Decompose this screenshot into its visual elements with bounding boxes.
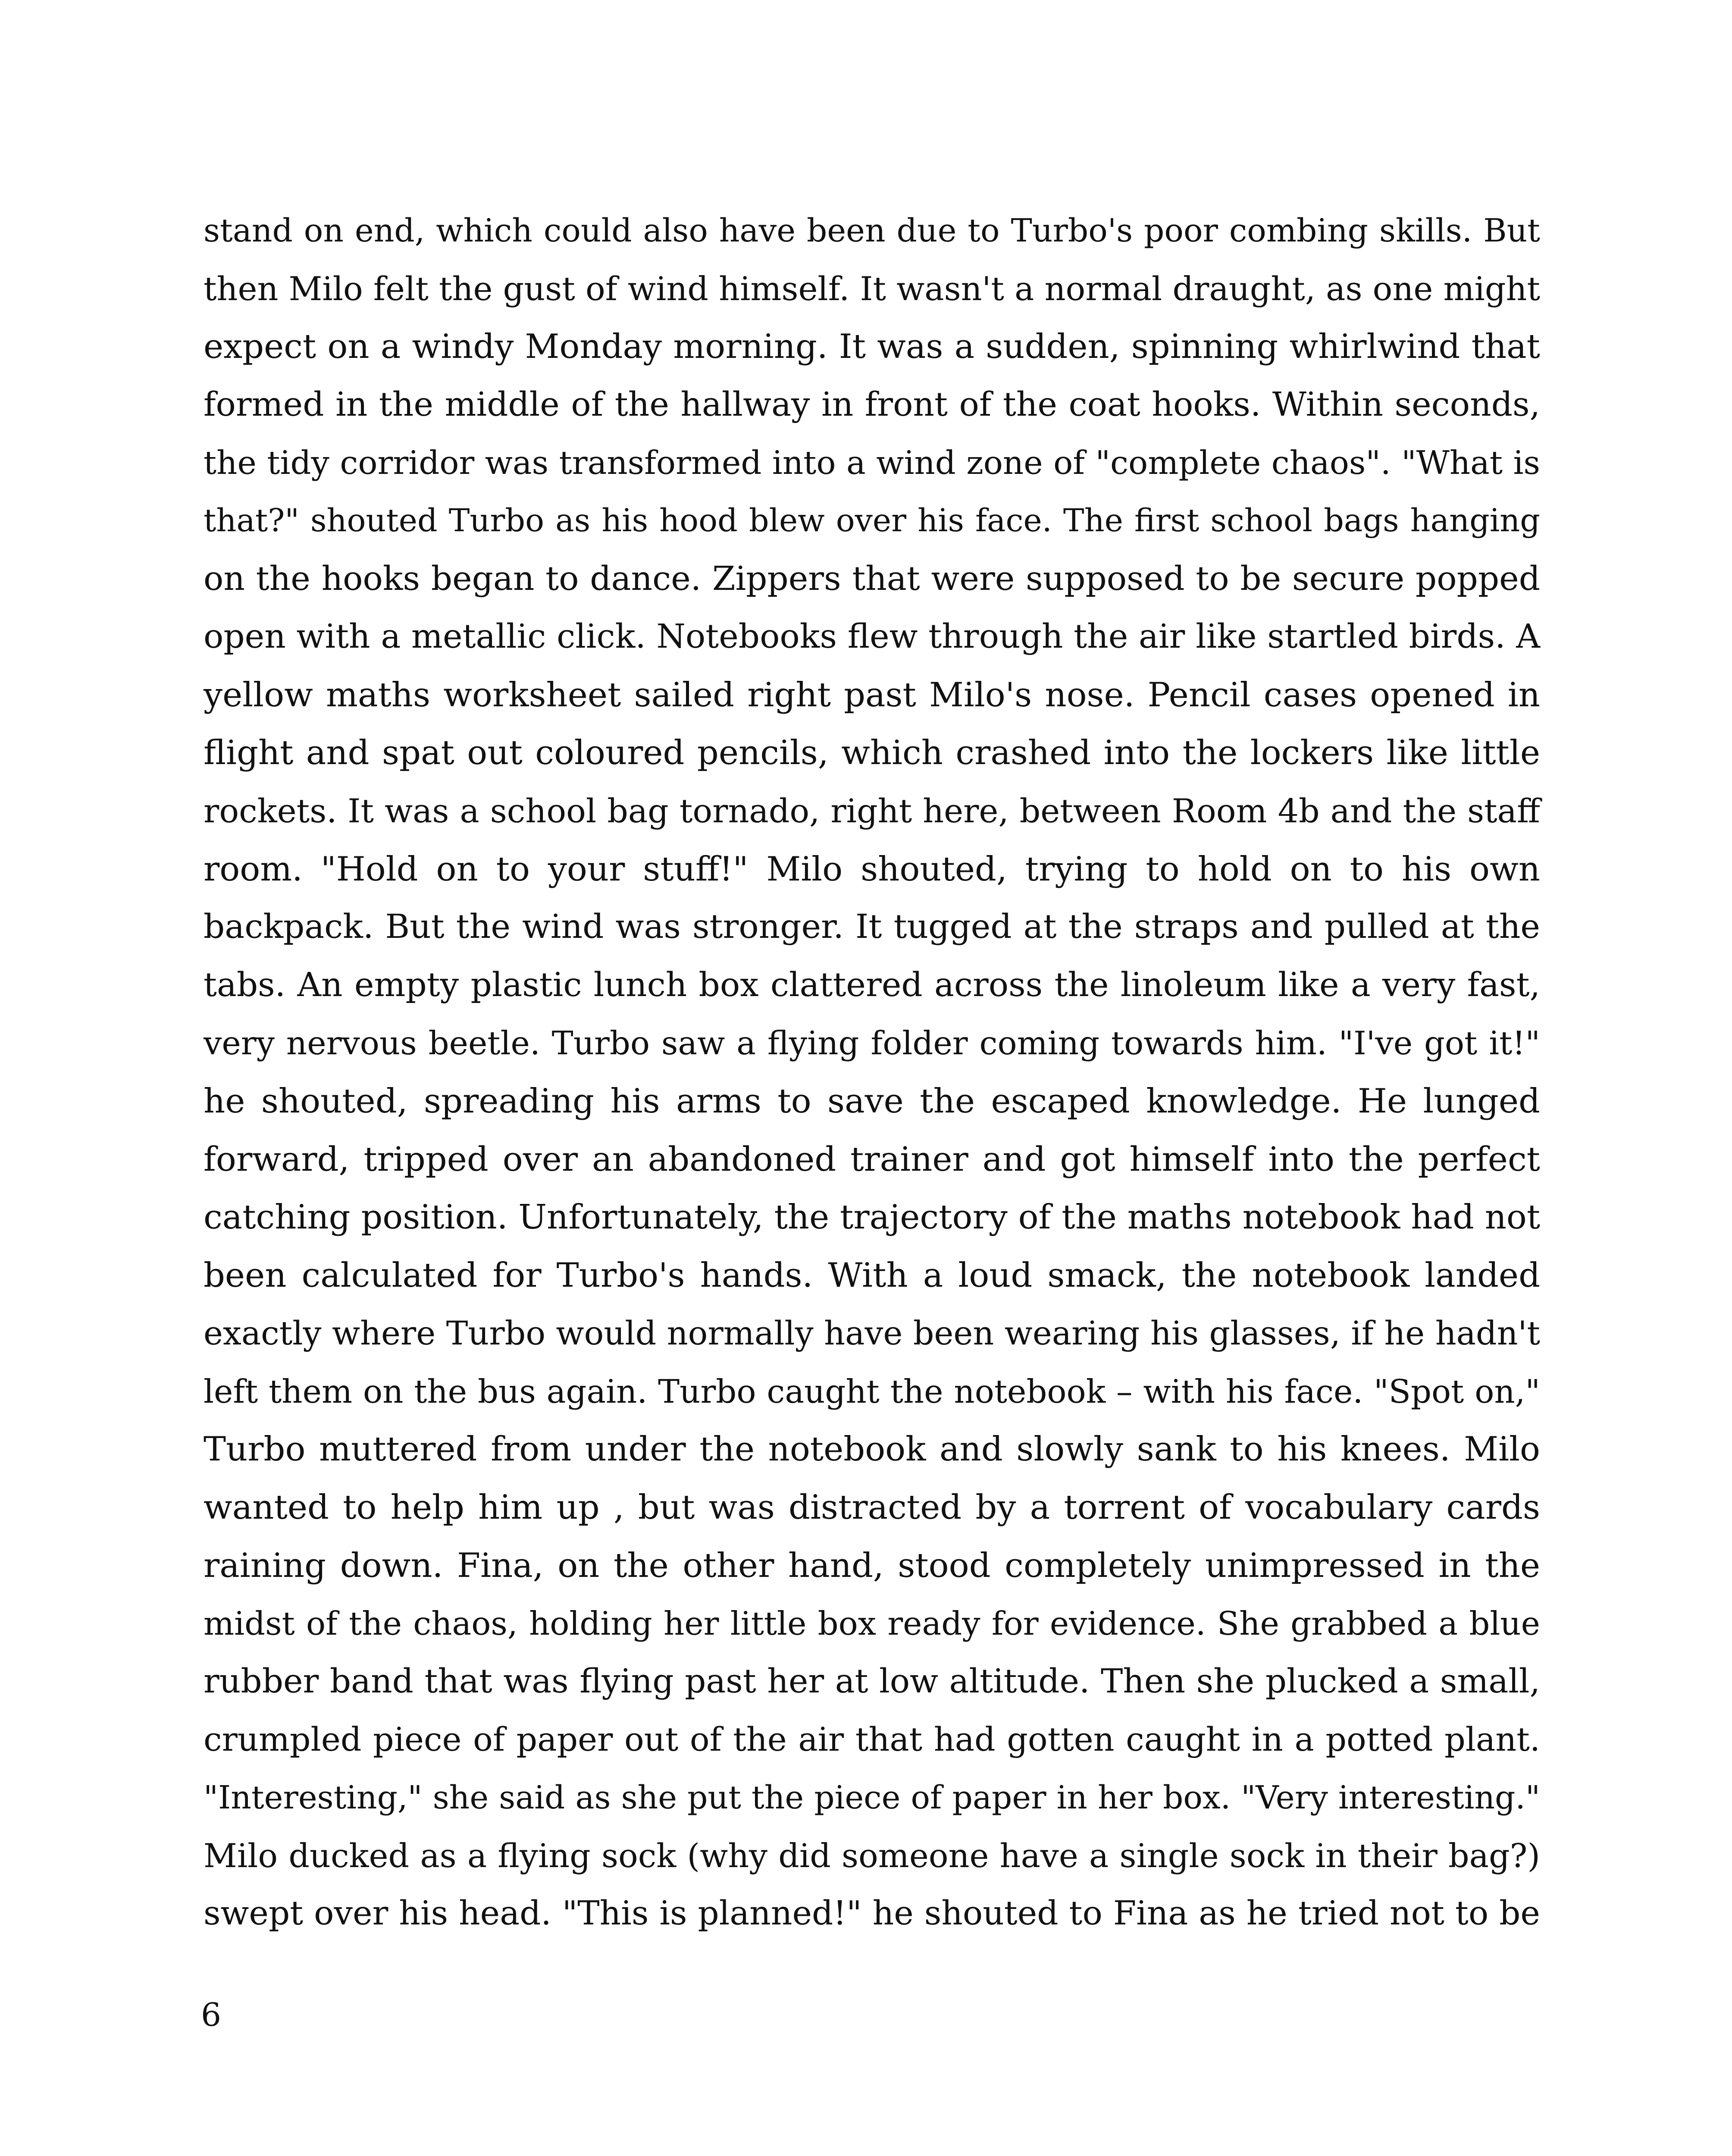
text-line: wanted to help him up , but was distracted by a torrent of vocabulary cards [204,1488,1540,1527]
text-line: room. "Hold on to your stuff!" Milo shouted, trying to hold on to his own [204,849,1540,889]
text-line: very nervous beetle. Turbo saw a flying folder coming towards him. "I've got it!" [204,1024,1540,1062]
text-line: crumpled piece of paper out of the air that had gotten caught in a potted plant. [204,1720,1540,1759]
text-line: rubber band that was flying past her at low altitude. Then she plucked a small, [204,1662,1540,1701]
text-line: been calculated for Turbo's hands. With a loud smack, the notebook landed [204,1256,1540,1295]
text-line: on the hooks began to dance. Zippers that were supposed to be secure popped [204,559,1540,598]
text-line: he shouted, spreading his arms to save the escaped knowledge. He lunged [204,1081,1540,1121]
body-paragraph [204,202,1540,1943]
text-line: that?" shouted Turbo as his hood blew over his face. The first school bags hanging [204,502,1540,539]
text-line: stand on end, which could also have been due to Turbo's poor combing skills. But [204,212,1540,249]
text-line: Milo ducked as a flying sock (why did someone have a single sock in their bag?) [204,1836,1540,1875]
text-line: the tidy corridor was transformed into a wind zone of "complete chaos". "What is [204,444,1540,482]
text-line: rockets. It was a school bag tornado, right here, between Room 4b and the staff [204,791,1540,830]
page-number: 6 [201,1996,222,2034]
text-line: Turbo muttered from under the notebook and slowly sank to his knees. Milo [204,1430,1540,1469]
text-line: yellow maths worksheet sailed right past Milo's nose. Pencil cases opened in [204,675,1540,714]
text-line: then Milo felt the gust of wind himself. It wasn't a normal draught, as one might [204,269,1540,308]
text-line: midst of the chaos, holding her little box ready for evidence. She grabbed a blue [204,1604,1540,1643]
text-line: backpack. But the wind was stronger. It tugged at the straps and pulled at the [204,908,1540,946]
text-line: tabs. An empty plastic lunch box clattered across the linoleum like a very fast, [204,965,1540,1004]
text-line: forward, tripped over an abandoned trainer and got himself into the perfect [204,1140,1540,1179]
text-line: flight and spat out coloured pencils, which crashed into the lockers like little [204,733,1540,773]
text-line: formed in the middle of the hallway in front of the coat hooks. Within seconds, [204,385,1540,424]
text-line: "Interesting," she said as she put the piece of paper in her box. "Very interesting." [204,1779,1540,1817]
text-line: exactly where Turbo would normally have been wearing his glasses, if he hadn't [204,1314,1540,1353]
text-line: expect on a windy Monday morning. It was a sudden, spinning whirlwind that [204,327,1540,367]
text-line: raining down. Fina, on the other hand, stood completely unimpressed in the [204,1546,1540,1585]
text-line: swept over his head. "This is planned!" he shouted to Fina as he tried not to be [204,1894,1540,1933]
text-line: left them on the bus again. Turbo caught the notebook – with his face. "Spot on," [204,1372,1540,1410]
text-line: open with a metallic click. Notebooks flew through the air like startled birds. A [204,617,1540,656]
text-line: catching position. Unfortunately, the trajectory of the maths notebook had not [204,1198,1541,1237]
